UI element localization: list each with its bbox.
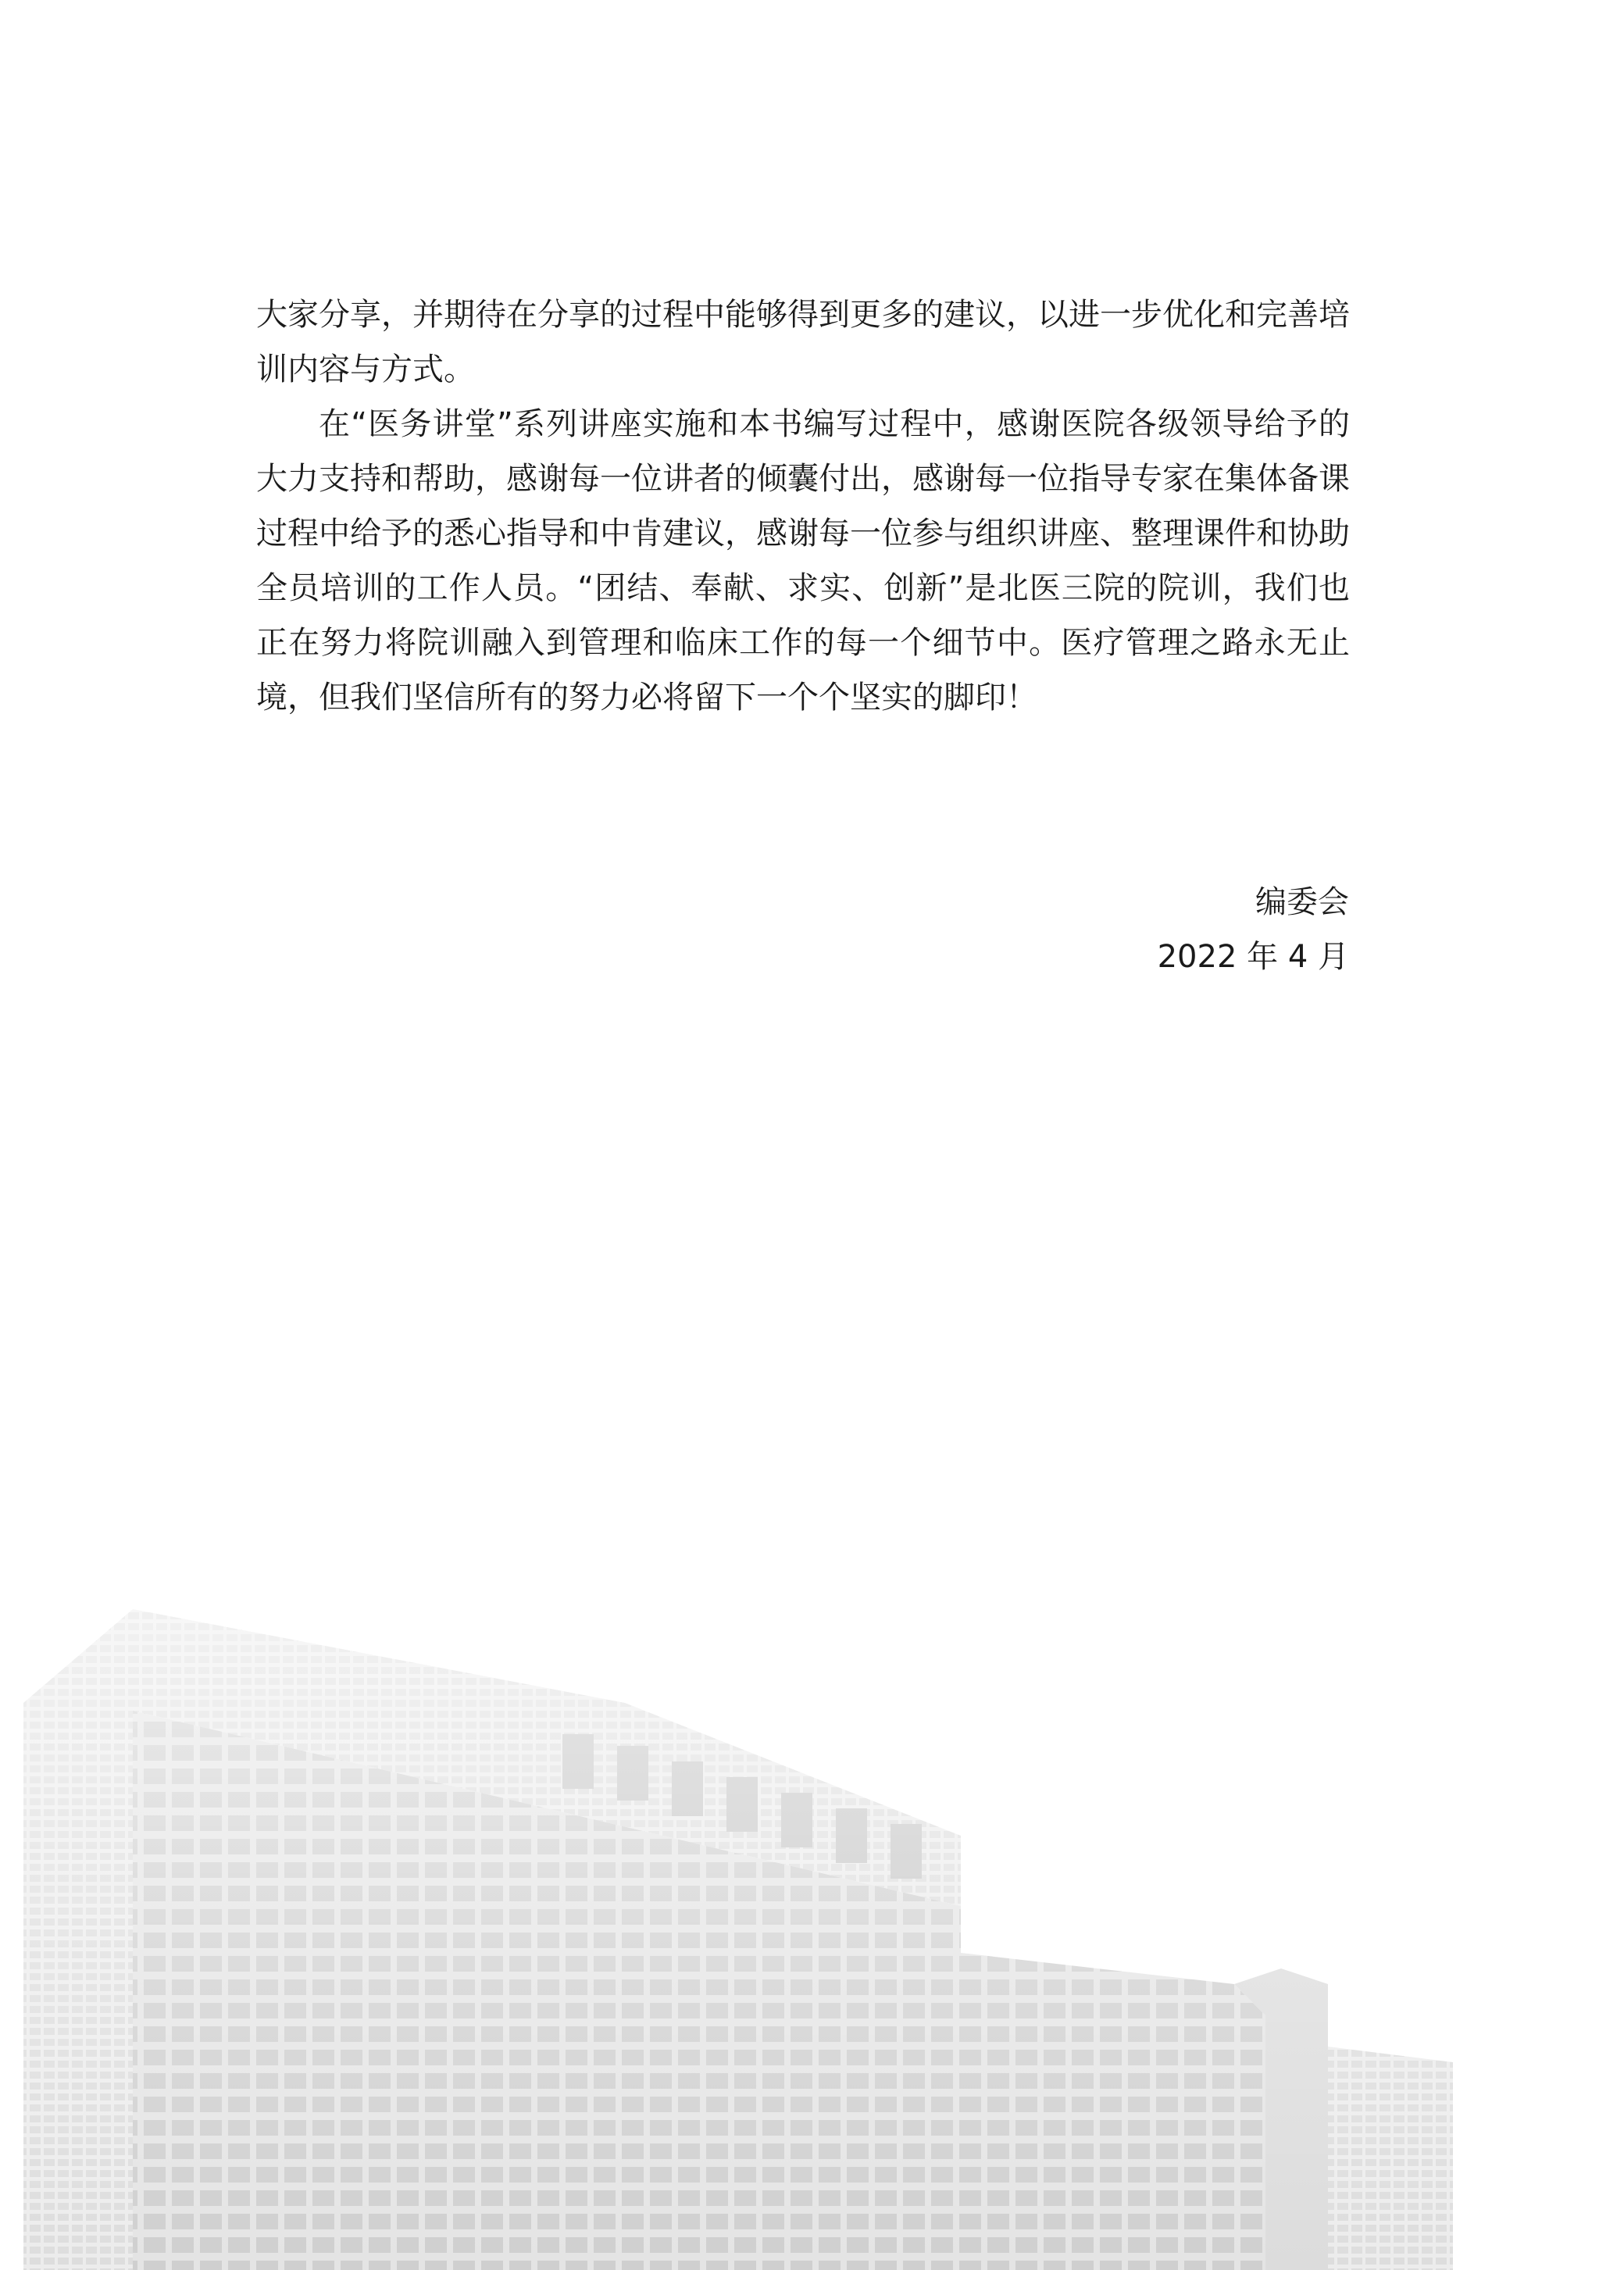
signature-block [1158, 875, 1349, 984]
hospital-building-watermark [0, 1578, 1624, 2270]
body-text [256, 287, 1350, 725]
signature-date: 2022 年 4 月 [1157, 939, 1349, 975]
signature-author: 编委会 [1255, 884, 1349, 920]
paragraph-2: 在“医务讲堂”系列讲座实施和本书编写过程中，感谢医院各级领导给予的大力支持和帮助，感谢每一位讲者的倾囊付出，感谢每一位指导专家在集体备课过程中给予的悉心指导和中肯建议，感谢每一位参与组织讲座、整理课件和协助全员培训的工作人员。“团结、奉献、求实、创新”是北医三院的院训，我们也正在努力将院训融入到管理和临床工作的每一个细节中。医疗管理之路永无止境，但我们坚信所有的努力必将留下一个个坚实的脚印！ [256, 406, 1350, 716]
paragraph-1: 大家分享，并期待在分享的过程中能够得到更多的建议，以进一步优化和完善培训内容与方式。 [256, 297, 1350, 387]
